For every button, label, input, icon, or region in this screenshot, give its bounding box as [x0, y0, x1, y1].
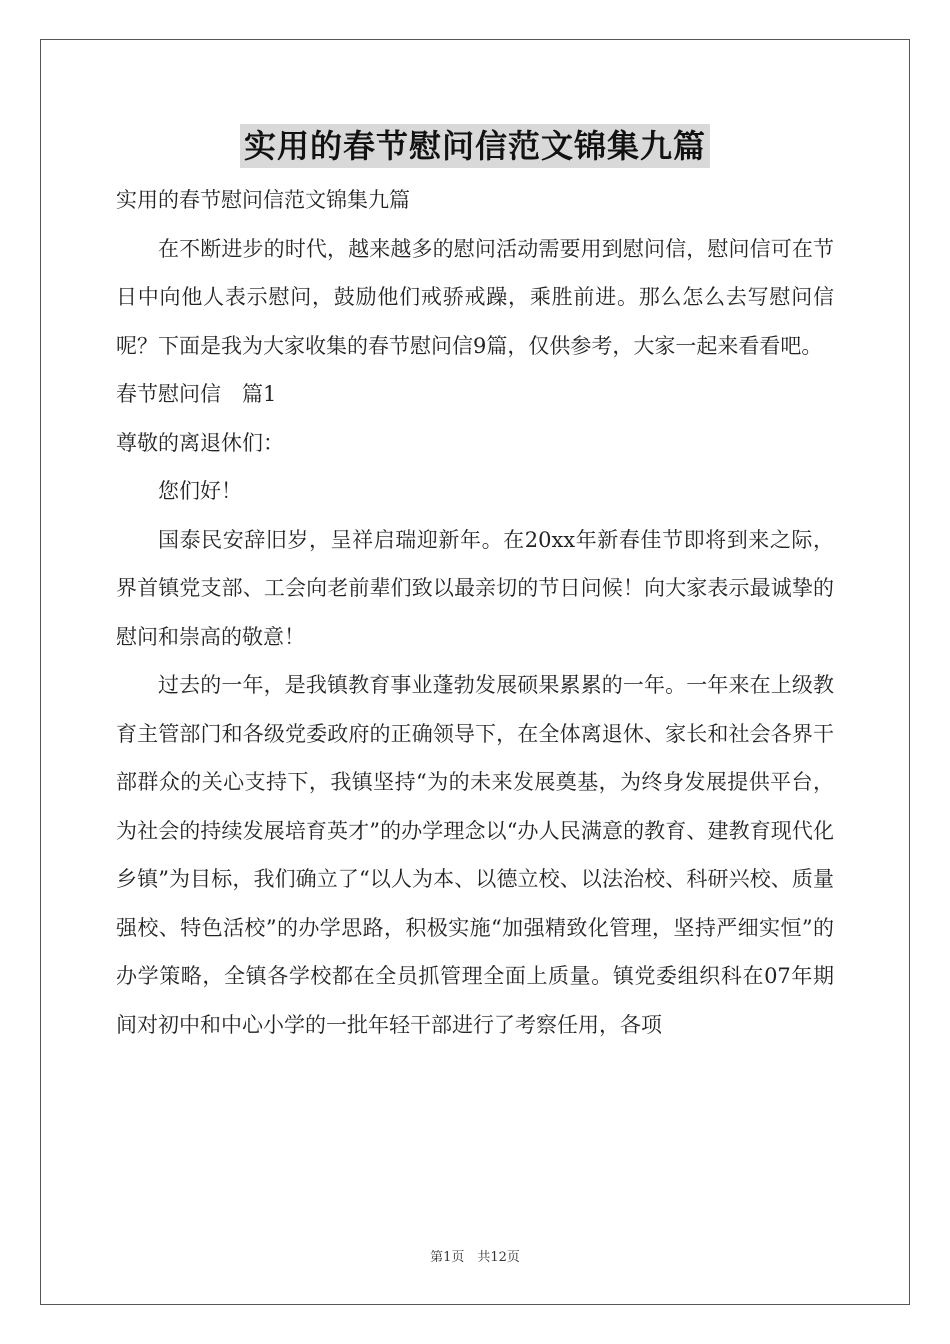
body-paragraph-2: 过去的一年，是我镇教育事业蓬勃发展硕果累累的一年。一年来在上级教育主管部门和各级党委政府的正确领导下，在全体离退休、家长和社会各界干部群众的关心支持下，我镇坚持“为的未来发展奠基，为终身发展提供平台，为社会的持续发展培育英才”的办学理念以“办人民满意的教育、建教育现代化乡镇”为目标，我们确立了“以人为本、以德立校、以法治校、科研兴校、质量强校、特色活校”的办学思路，积极实施“加强精致化管理，坚持严细实恒”的办学策略，全镇各学校都在全员抓管理全面上质量。镇党委组织科在07年期间对初中和中心小学的一批年轻干部进行了考察任用，各项 — [116, 673, 834, 1037]
body-paragraph-1: 国泰民安辞旧岁，呈祥启瑞迎新年。在20xx年新春佳节即将到来之际，界首镇党支部、工会向老前辈们致以最亲切的节日问候！向大家表示最诚挚的慰问和崇高的敬意！ — [116, 527, 834, 649]
intro-paragraph: 在不断进步的时代，越来越多的慰问活动需要用到慰问信，慰问信可在节日中向他人表示慰问，鼓励他们戒骄戒躁，乘胜前进。那么怎么去写慰问信呢？下面是我为大家收集的春节慰问信9篇，仅供参考，大家一起来看看吧。 — [116, 236, 834, 358]
page-footer: 第1页 共12页 — [430, 1250, 520, 1265]
document-subtitle: 实用的春节慰问信范文锦集九篇 — [116, 188, 410, 212]
title-area — [0, 124, 950, 168]
section-heading: 春节慰问信 篇1 — [116, 382, 277, 406]
greeting: 您们好！ — [158, 479, 242, 503]
document-title: 实用的春节慰问信范文锦集九篇 — [240, 124, 710, 168]
document-body — [116, 176, 834, 1049]
salutation: 尊敬的离退休们： — [116, 430, 284, 455]
